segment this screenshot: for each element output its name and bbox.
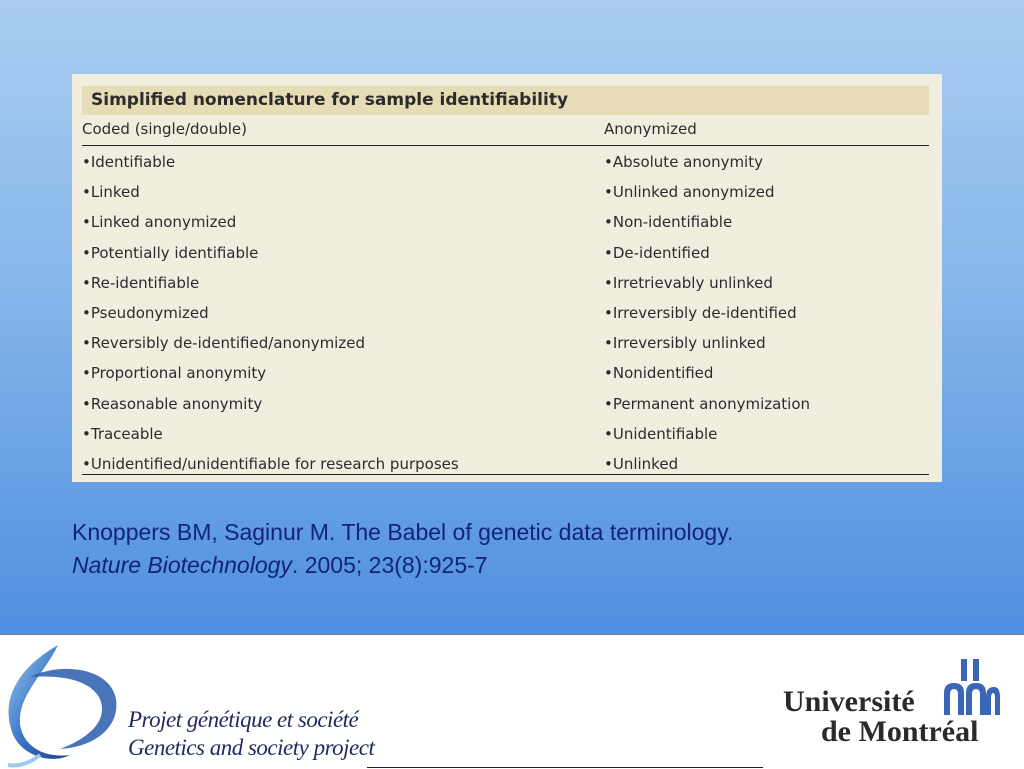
list-item: • Traceable [82,423,459,453]
list-item: • Unlinked anonymized [604,181,810,211]
university-name-line2: de Montréal [821,715,979,748]
citation [72,516,972,582]
list-item: • Reasonable anonymity [82,393,459,423]
project-name-en: Genetics and society project [128,735,375,760]
university-name-line1: Université [783,685,915,718]
list-item: • Nonidentified [604,362,810,392]
list-item: • Reversibly de-identified/anonymized [82,332,459,362]
nomenclature-table [72,74,942,482]
list-item: • De-identified [604,242,810,272]
citation-details: . 2005; 23(8):925-7 [291,552,488,578]
genetics-society-swirl-logo [0,637,130,769]
list-item: • Non-identifiable [604,211,810,241]
coded-terms-list [82,151,459,483]
project-name-fr: Projet génétique et société [128,707,359,732]
citation-source [72,549,972,582]
list-item: • Absolute anonymity [604,151,810,181]
list-item: • Linked [82,181,459,211]
column-header-coded: Coded (single/double) [82,120,247,138]
list-item: • Identifiable [82,151,459,181]
footer [0,634,1024,769]
list-item: • Pseudonymized [82,302,459,332]
list-item: • Irreversibly de-identified [604,302,810,332]
list-item: • Irretrievably unlinked [604,272,810,302]
table-title: Simplified nomenclature for sample identifiability [82,86,929,115]
list-item: • Unidentified/unidentifiable for research purposes [82,453,459,483]
list-item: • Irreversibly unlinked [604,332,810,362]
column-header-anonymized: Anonymized [604,120,697,138]
list-item: • Potentially identifiable [82,242,459,272]
udem-building-logo [940,657,1002,715]
list-item: • Unidentifiable [604,423,810,453]
table-header-rule [82,145,929,146]
list-item: • Linked anonymized [82,211,459,241]
list-item: • Unlinked [604,453,810,483]
list-item: • Re-identifiable [82,272,459,302]
citation-authors-title: Knoppers BM, Saginur M. The Babel of genetic data terminology. [72,519,734,545]
list-item: • Permanent anonymization [604,393,810,423]
list-item: • Proportional anonymity [82,362,459,392]
citation-journal: Nature Biotechnology [72,552,292,578]
anonymized-terms-list [604,151,810,483]
table-bottom-rule [82,474,929,475]
